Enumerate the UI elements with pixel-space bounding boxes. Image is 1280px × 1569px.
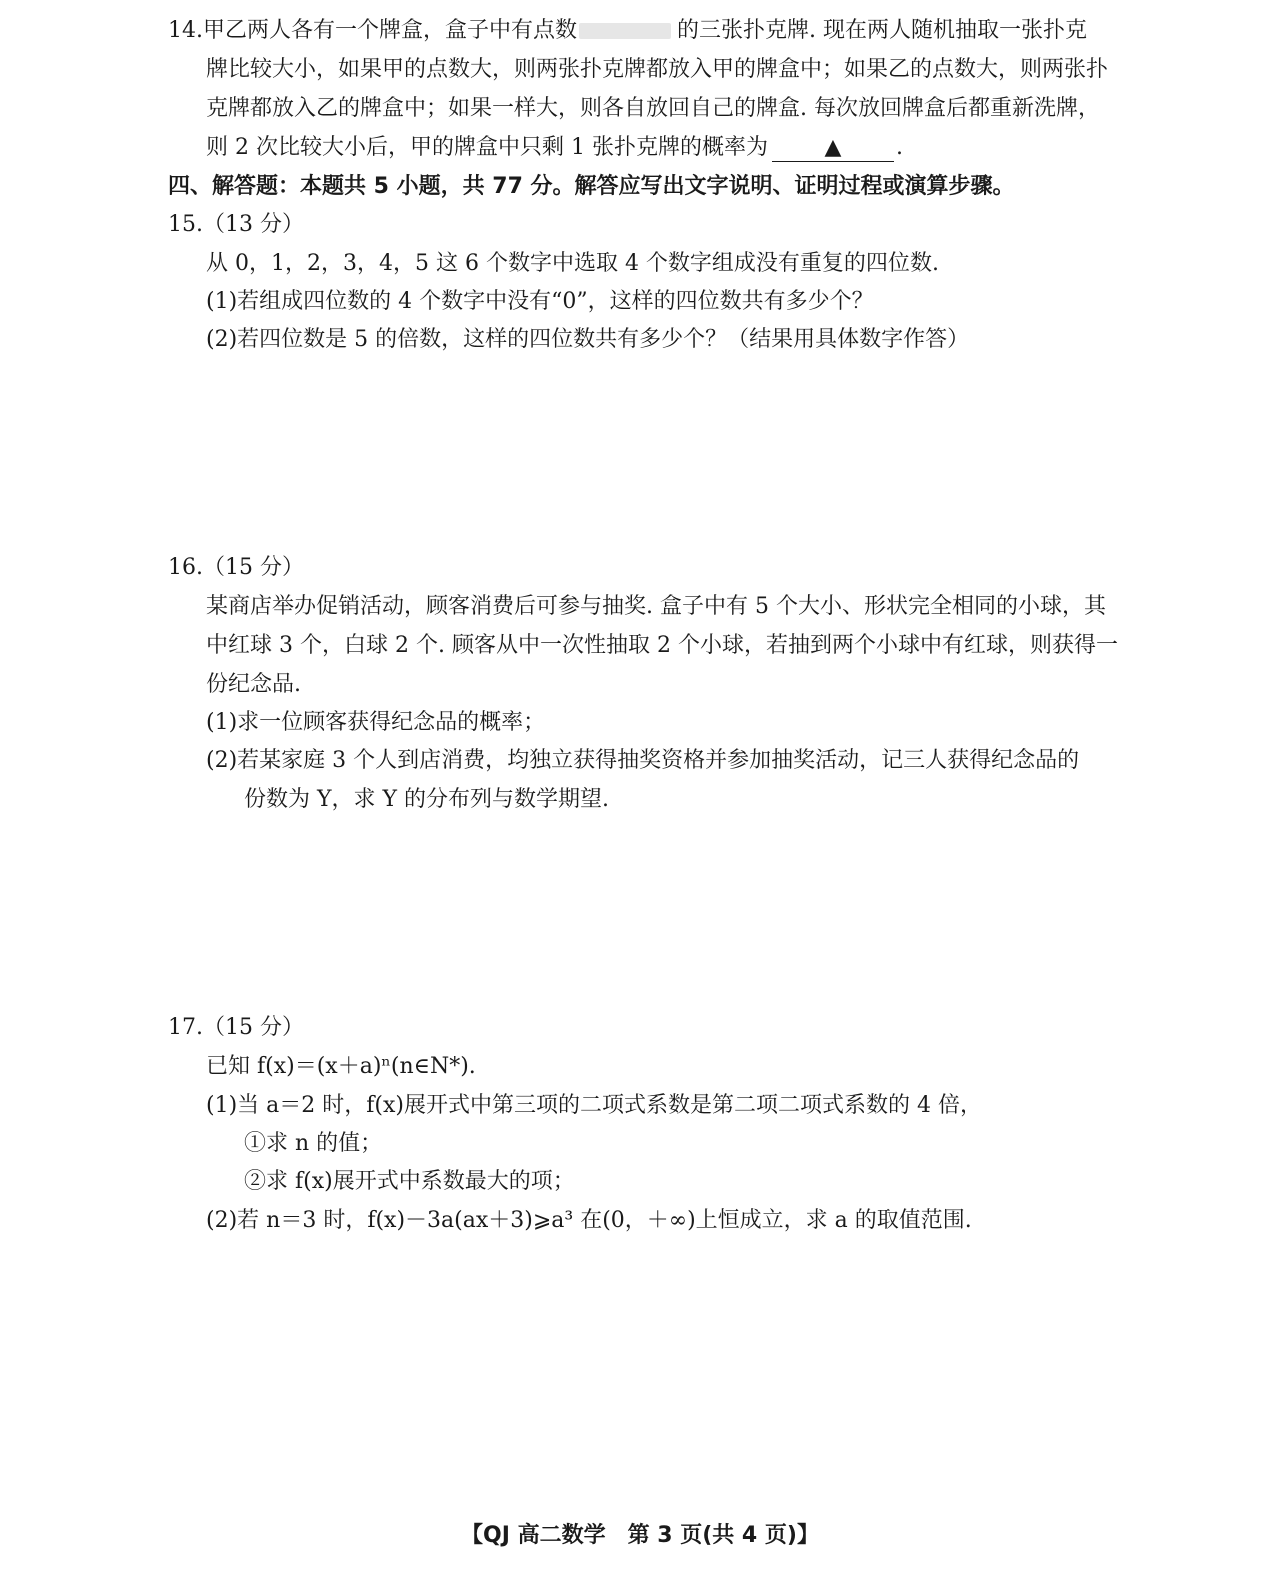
answer-blank	[772, 135, 894, 162]
q14-line-1	[168, 16, 1087, 46]
q15-part-2: (2)若四位数是 5 的倍数，这样的四位数共有多少个？（结果用具体数字作答）	[206, 327, 970, 352]
q15-part-1: (1)若组成四位数的 4 个数字中没有“0”，这样的四位数共有多少个？	[206, 289, 874, 314]
q16-stem-line-3: 份纪念品.	[206, 672, 301, 697]
q17-stem: 已知 f(x)＝(x＋a)ⁿ(n∈N*).	[206, 1054, 476, 1079]
q15-stem: 从 0，1，2，3，4，5 这 6 个数字中选取 4 个数字组成没有重复的四位数.	[206, 251, 939, 276]
q14-period: .	[895, 135, 903, 160]
triangle-mark-icon: ▲	[824, 135, 842, 160]
q16-part-2-line-1: (2)若某家庭 3 个人到店消费，均独立获得抽奖资格并参加抽奖活动，记三人获得纪念品的	[206, 748, 1080, 773]
q14-text-end: 的三张扑克牌. 现在两人随机抽取一张扑克	[677, 18, 1087, 43]
q14-text-start: 14.甲乙两人各有一个牌盒，盒子中有点数	[168, 18, 577, 43]
q16-stem-line-1: 某商店举办促销活动，顾客消费后可参与抽奖. 盒子中有 5 个大小、形状完全相同的小球，其	[206, 594, 1106, 619]
section-4-heading: 四、解答题：本题共 5 小题，共 77 分。解答应写出文字说明、证明过程或演算步骤。	[168, 174, 1015, 199]
q15-title: 15.（13 分）	[168, 212, 304, 237]
q14-question-text: 则 2 次比较大小后，甲的牌盒中只剩 1 张扑克牌的概率为	[206, 135, 768, 160]
q17-part-1: (1)当 a＝2 时，f(x)展开式中第三项的二项式系数是第二项二项式系数的 4 倍，	[206, 1093, 982, 1118]
q17-part-2: (2)若 n＝3 时，f(x)－3a(ax＋3)⩾a³ 在(0，＋∞)上恒成立，求 a 的取值范围.	[206, 1208, 972, 1233]
q16-stem-line-2: 中红球 3 个，白球 2 个. 顾客从中一次性抽取 2 个小球，若抽到两个小球中有红球，则获得一	[206, 633, 1118, 658]
q14-line-3: 克牌都放入乙的牌盒中；如果一样大，则各自放回自己的牌盒. 每次放回牌盒后都重新洗牌，	[206, 96, 1100, 121]
q17-part-1-i: ①求 n 的值；	[244, 1131, 383, 1156]
q16-part-2-line-2: 份数为 Y，求 Y 的分布列与数学期望.	[244, 787, 610, 812]
q14-line-4	[206, 133, 903, 163]
q16-title: 16.（15 分）	[168, 555, 304, 580]
q17-title: 17.（15 分）	[168, 1015, 304, 1040]
redacted-region	[579, 23, 671, 39]
q16-part-1: (1)求一位顾客获得纪念品的概率；	[206, 710, 546, 735]
page-footer: 【QJ 高二数学 第 3 页(共 4 页)】	[461, 1523, 819, 1548]
q17-part-1-ii: ②求 f(x)展开式中系数最大的项；	[244, 1169, 575, 1194]
q14-line-2: 牌比较大小，如果甲的点数大，则两张扑克牌都放入甲的牌盒中；如果乙的点数大，则两张扑	[206, 57, 1109, 82]
